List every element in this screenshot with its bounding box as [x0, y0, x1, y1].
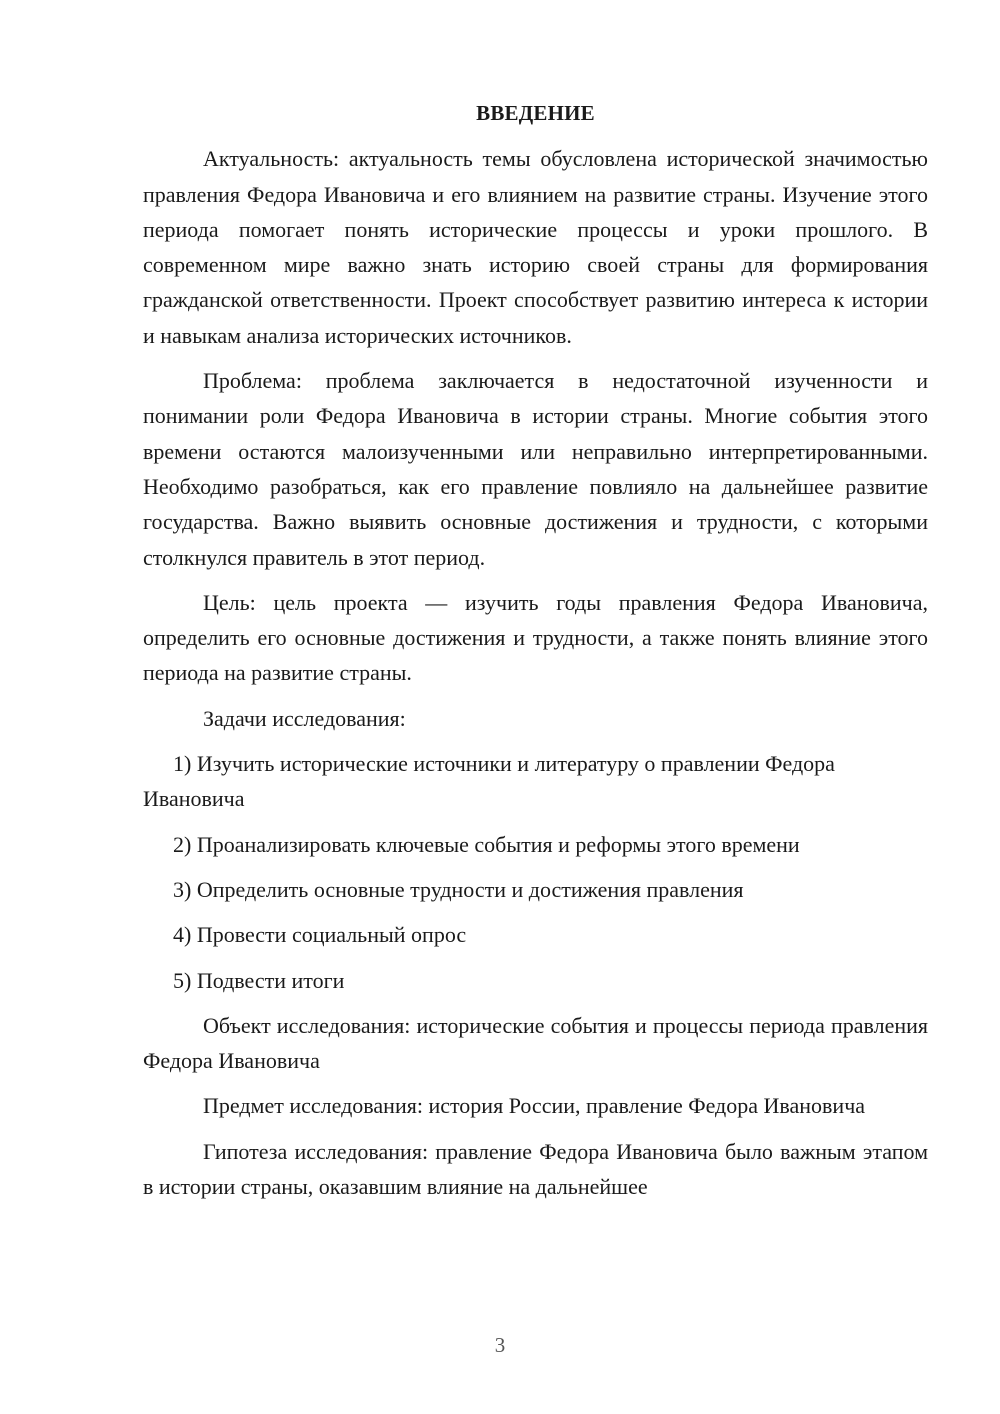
task-item-4: 4) Провести социальный опрос — [173, 922, 467, 948]
page-content — [143, 96, 928, 1214]
tasks-heading: Задачи исследования: — [203, 705, 406, 731]
relevance-paragraph: Актуальность: актуальность темы обусловлена исторической значимостью правления Федора Ивановича и его влиянием на развитие страны. Изучение этого периода помогает понять исторические процессы и уроки прошлого. В современном мире важно знать историю своей страны для формирования гражданской ответственности. Проект способствует развитию интереса к истории и навыкам анализа исторических источников. — [143, 146, 928, 348]
task-item-5: 5) Подвести итоги — [173, 967, 345, 993]
hypothesis-paragraph: Гипотеза исследования: правление Федора Ивановича было важным этапом в истории страны, оказавшим влияние на дальнейшее — [143, 1138, 928, 1200]
problem-paragraph: Проблема: проблема заключается в недостаточной изученности и понимании роли Федора Ивановича в истории страны. Многие события этого времени остаются малоизученными или неправильно интерпретированными. Необходимо разобраться, как его правление повлияло на дальнейшее развитие государства. Важно выявить основные достижения и трудности, с которыми столкнулся правитель в этот период. — [143, 368, 928, 570]
goal-paragraph: Цель: цель проекта — изучить годы правления Федора Ивановича, определить его основные достижения и трудности, а также понять влияние этого периода на развитие страны. — [143, 589, 928, 686]
object-paragraph: Объект исследования: исторические события и процессы периода правления Федора Ивановича — [143, 1012, 928, 1074]
page-number: 3 — [494, 1333, 506, 1357]
task-item-2: 2) Проанализировать ключевые события и реформы этого времени — [173, 831, 800, 857]
task-item-3: 3) Определить основные трудности и достижения правления — [173, 876, 744, 902]
subject-paragraph: Предмет исследования: история России, правление Федора Ивановича — [203, 1093, 866, 1119]
section-title: ВВЕДЕНИЕ — [476, 101, 595, 125]
task-item-1: 1) Изучить исторические источники и литературу о правлении Федора Ивановича — [143, 751, 835, 812]
